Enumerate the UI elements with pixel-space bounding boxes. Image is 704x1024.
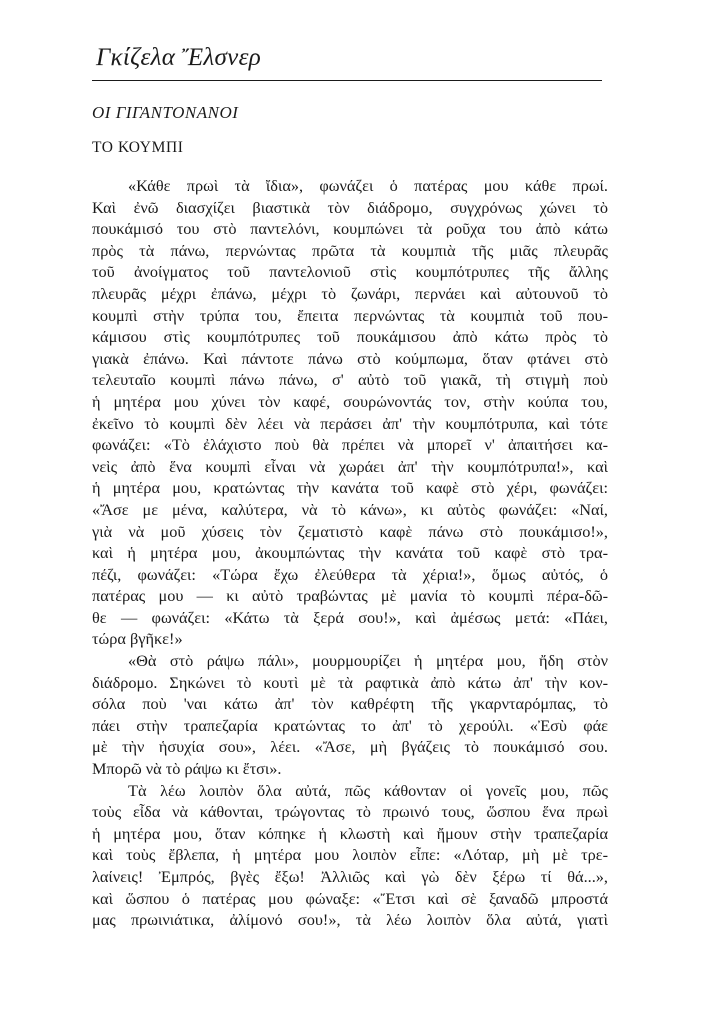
text-line: κάμισου στὶς κουμπότρυπες τοῦ πουκάμισου ἀπὸ κάτω πρὸς τὸ <box>92 327 608 347</box>
text-line: διάδρομο. Σηκώνει τὸ κουτὶ μὲ τὰ ραφτικὰ ἀπὸ κάτω ἀπ' τὴν κον- <box>92 672 608 692</box>
text-line: «Ἄσε με μένα, καλύτερα, νὰ τὸ κάνω», κι αὐτὸς φωνάζει: «Ναί, <box>92 499 608 519</box>
text-line: μας πρωινιάτικα, ἀλίμονό σου!», τὰ λέω λοιπὸν ὅλα αὐτά, γιατὶ <box>92 910 608 930</box>
text-line: Καὶ ἐνῶ διασχίζει βιαστικὰ τὸν διάδρομο, συγχρόνως χώνει τὸ <box>92 197 608 217</box>
text-line: τελευταῖο κουμπὶ πάνω πάνω, σ' αὐτὸ τοῦ γιακᾶ, τὴ στιγμὴ ποὺ <box>92 370 608 390</box>
text-line: Τὰ λέω λοιπὸν ὅλα αὐτά, πῶς κάθονταν οἱ γονεῖς μου, πῶς <box>128 780 608 800</box>
text-line: πρὸς τὰ πάνω, περνώντας πρῶτα τὰ κουμπιὰ τῆς μιᾶς πλευρᾶς <box>92 240 608 260</box>
text-line: τώρα βγῆκε!» <box>92 629 183 649</box>
text-line: πατέρας μου — κι αὐτὸ τραβώντας μὲ μανία τὸ κουμπὶ πέρα-δῶ- <box>92 586 608 606</box>
text-line: γιὰ νὰ μοῦ χύσεις τὸν ζεματιστὸ καφὲ πάνω στὸ πουκάμισο!», <box>92 521 608 541</box>
text-line: γιακὰ ἐπάνω. Καὶ πάντοτε πάνω στὸ κούμπωμα, ὅταν φτάνει στὸ <box>92 348 608 368</box>
text-line: θε — φωνάζει: «Κάτω τὰ ξερά σου!», καὶ ἀμέσως μετά: «Πάει, <box>92 607 608 627</box>
text-line: ἐκεῖνο τὸ κουμπὶ δὲν λέει νὰ περάσει ἀπ' τὴν κουμπότρυπα, καὶ τότε <box>92 413 608 433</box>
text-line: καὶ τοὺς ἔβλεπα, ἡ μητέρα μου λοιπὸν εἶπε: «Λόταρ, μὴ μὲ τρε- <box>92 845 608 865</box>
header-rule <box>92 80 602 81</box>
text-line: πουκάμισό του στὸ παντελόνι, κουμπώνει τὰ ροῦχα του ἀπὸ κάτω <box>92 219 608 239</box>
text-line: κουμπὶ στὴν τρύπα του, ἔπειτα περνώντας τὰ κουμπιὰ τοῦ που- <box>92 305 608 325</box>
text-line: πάει στὴν τραπεζαρία κρατώντας το ἀπ' τὸ χερούλι. «Ἐσὺ φάε <box>92 715 608 735</box>
text-line: ἡ μητέρα μου, ὅταν κόπηκε ἡ κλωστὴ καὶ ἤμουν στὴν τραπεζαρία <box>92 823 608 843</box>
text-line: «Κάθε πρωὶ τὰ ἴδια», φωνάζει ὁ πατέρας μου κάθε πρωί. <box>128 176 608 195</box>
text-line: καὶ ἡ μητέρα μου, ἀκουμπώντας τὴν κανάτα τοῦ καφὲ στὸ τρα- <box>92 543 608 563</box>
running-head-author: Γκίζελα Ἔλσνερ <box>96 44 262 71</box>
body-text <box>92 175 608 931</box>
text-line: τοῦ ἀνοίγματος τοῦ παντελονιοῦ στὶς κουμπότρυπες τῆς ἄλλης <box>92 262 608 282</box>
section-title: ΟΙ ΓΙΓΑΝΤΟΝΑΝΟΙ <box>92 103 239 122</box>
text-line: ἡ μητέρα μου χύνει τὸν καφέ, σουρώνοντάς τον, στὴν κούπα του, <box>92 391 608 411</box>
text-line: «Θὰ στὸ ράψω πάλι», μουρμουρίζει ἡ μητέρα μου, ἤδη στὸν <box>128 651 608 671</box>
text-line: τοὺς εἶδα νὰ κάθονται, τρώγοντας τὸ πρωινό τους, ὥσπου ἕνα πρωὶ <box>92 802 608 822</box>
text-line: λαίνεις! Ἐμπρός, βγὲς ἔξω! Ἀλλιῶς καὶ γὼ δὲν ξέρω τί θά...», <box>92 867 608 886</box>
text-line: καὶ ὥσπου ὁ πατέρας μου φώναξε: «Ἔτσι καὶ σὲ ξαναδῶ μπροστά <box>92 888 608 908</box>
text-line: Μπορῶ νὰ τὸ ράψω κι ἔτσι». <box>92 759 282 779</box>
text-line: φωνάζει: «Τὸ ἐλάχιστο ποὺ θὰ πρέπει νὰ μπορεῖ ν' ἀπαιτήσει κα- <box>92 435 608 455</box>
story-title: ΤΟ ΚΟΥΜΠΙ <box>92 139 184 156</box>
text-line: πλευρᾶς μέχρι ἐπάνω, μέχρι τὸ ζωνάρι, περνάει καὶ αὐτουνοῦ τὸ <box>92 283 608 303</box>
text-line: νεὶς ἀπὸ ἕνα κουμπὶ εἶναι νὰ χωράει ἀπ' τὴν κουμπότρυπα!», καὶ <box>92 456 608 476</box>
text-line: σόλα ποὺ 'ναι κάτω ἀπ' τὸν καθρέφτη τῆς γκαρνταρόμπας, τὸ <box>92 694 608 714</box>
text-line: πέζι, φωνάζει: «Τώρα ἔχω ἐλεύθερα τὰ χέρια!», ὅμως αὐτός, ὁ <box>92 564 608 584</box>
text-line: ἡ μητέρα μου, κρατώντας τὴν κανάτα τοῦ καφὲ στὸ χέρι, φωνάζει: <box>92 478 608 498</box>
text-line: μὲ τὴν ἡσυχία σου», λέει. «Ἄσε, μὴ βγάζεις τὸ πουκάμισό σου. <box>92 737 608 757</box>
